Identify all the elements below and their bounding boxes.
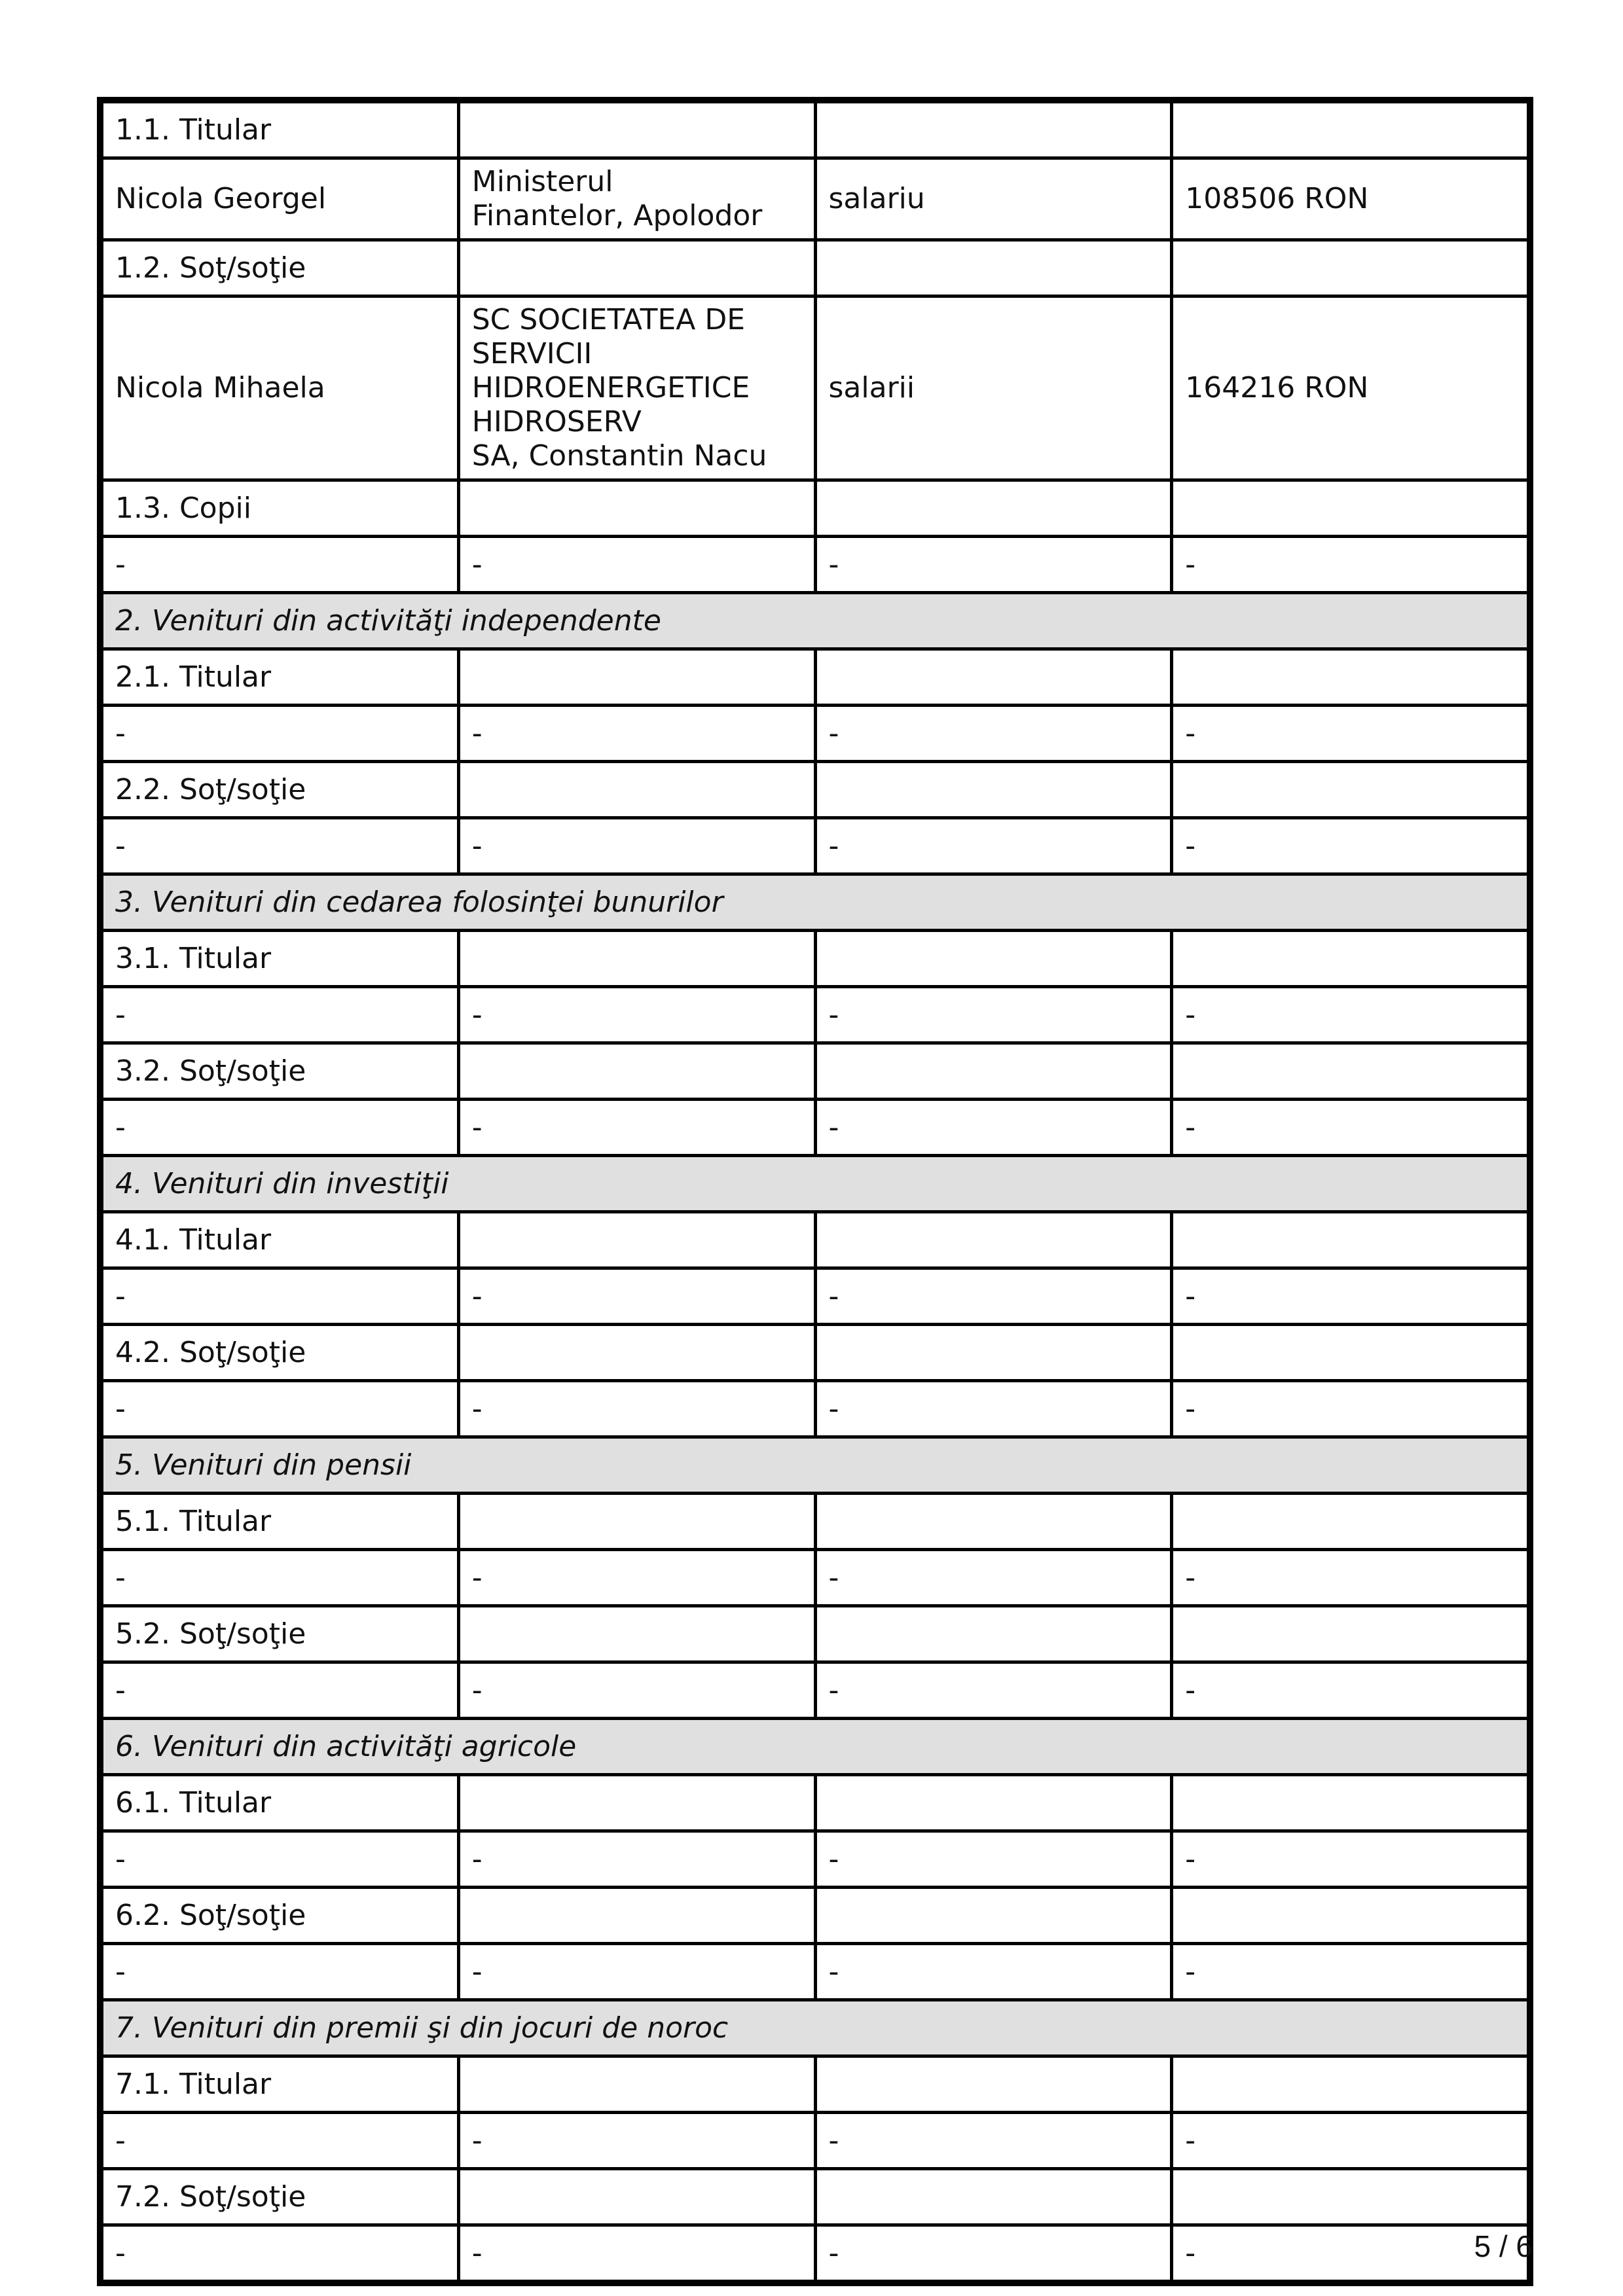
- table-cell: -: [102, 1381, 459, 1437]
- table-cell: [458, 931, 815, 987]
- table-cell: -: [458, 706, 815, 762]
- table-cell: [1172, 1325, 1529, 1381]
- table-cell: -: [815, 1944, 1172, 2000]
- table-cell: [815, 649, 1172, 706]
- table-cell: -: [102, 1944, 459, 2000]
- table-cell: -: [102, 537, 459, 593]
- table-cell: -: [815, 1662, 1172, 1719]
- table-cell: -: [815, 987, 1172, 1043]
- table-row: [102, 1212, 1529, 1268]
- table-row: [102, 1606, 1529, 1662]
- table-cell: -: [815, 2113, 1172, 2169]
- table-cell: -: [1172, 706, 1529, 762]
- table-cell: 108506 RON: [1172, 158, 1529, 240]
- table-row: [102, 296, 1529, 480]
- table-cell: salariu: [815, 158, 1172, 240]
- table-cell: 3.1. Titular: [102, 931, 459, 987]
- table-cell: [458, 1606, 815, 1662]
- table-cell: [1172, 2169, 1529, 2225]
- table-cell: [815, 2169, 1172, 2225]
- table-cell: -: [458, 818, 815, 874]
- table-row: [102, 649, 1529, 706]
- table-cell: [458, 1212, 815, 1268]
- table-cell: salarii: [815, 296, 1172, 480]
- table-cell: -: [102, 2113, 459, 2169]
- table-cell: [458, 762, 815, 818]
- table-cell: 5.2. Soţ/soţie: [102, 1606, 459, 1662]
- table-cell: -: [102, 1268, 459, 1325]
- section-header-row: [102, 593, 1529, 649]
- table-cell: -: [1172, 1944, 1529, 2000]
- table-cell: [1172, 1606, 1529, 1662]
- table-cell: -: [1172, 1662, 1529, 1719]
- section-header-row: [102, 1719, 1529, 1775]
- table-cell: -: [458, 1550, 815, 1606]
- table-cell: [1172, 240, 1529, 296]
- table-cell: -: [815, 1268, 1172, 1325]
- table-cell: [458, 1043, 815, 1100]
- table-cell: -: [1172, 2113, 1529, 2169]
- table-row: [102, 1888, 1529, 1944]
- table-cell: 2.1. Titular: [102, 649, 459, 706]
- table-cell: [1172, 1888, 1529, 1944]
- section-title: 3. Venituri din cedarea folosinţei bunurilor: [102, 874, 1529, 931]
- table-row: [102, 1831, 1529, 1888]
- table-cell: -: [102, 987, 459, 1043]
- table-cell: -: [102, 2225, 459, 2282]
- table-row: [102, 240, 1529, 296]
- table-row: [102, 2113, 1529, 2169]
- table-cell: [458, 1775, 815, 1831]
- table-cell: -: [458, 1831, 815, 1888]
- table-cell: 3.2. Soţ/soţie: [102, 1043, 459, 1100]
- table-cell: -: [458, 537, 815, 593]
- table-cell: -: [102, 818, 459, 874]
- table-row: [102, 1550, 1529, 1606]
- table-cell: -: [1172, 818, 1529, 874]
- table-row: [102, 1325, 1529, 1381]
- table-row: [102, 1944, 1529, 2000]
- table-cell: 4.1. Titular: [102, 1212, 459, 1268]
- table-row: [102, 2056, 1529, 2113]
- section-title: 5. Venituri din pensii: [102, 1437, 1529, 1494]
- table-cell: [1172, 1212, 1529, 1268]
- section-title: 7. Venituri din premii şi din jocuri de noroc: [102, 2000, 1529, 2056]
- table-row: [102, 537, 1529, 593]
- table-cell: -: [458, 1381, 815, 1437]
- table-cell: 6.1. Titular: [102, 1775, 459, 1831]
- table-cell: [1172, 762, 1529, 818]
- table-cell: -: [458, 1268, 815, 1325]
- table-row: [102, 931, 1529, 987]
- table-cell: -: [458, 1944, 815, 2000]
- table-cell: -: [815, 1550, 1172, 1606]
- table-row: [102, 1268, 1529, 1325]
- table-cell: 2.2. Soţ/soţie: [102, 762, 459, 818]
- table-cell: SC SOCIETATEA DE SERVICII HIDROENERGETICE HIDROSERV SA, Constantin Nacu: [458, 296, 815, 480]
- table-cell: -: [458, 1100, 815, 1156]
- table-cell: -: [458, 987, 815, 1043]
- table-cell: [815, 1043, 1172, 1100]
- section-title: 4. Venituri din investiţii: [102, 1156, 1529, 1212]
- table-row: [102, 480, 1529, 537]
- table-cell: [815, 480, 1172, 537]
- table-cell: -: [815, 818, 1172, 874]
- table-cell: [815, 1775, 1172, 1831]
- table-cell: 4.2. Soţ/soţie: [102, 1325, 459, 1381]
- table-cell: -: [815, 706, 1172, 762]
- table-cell: [815, 1606, 1172, 1662]
- table-cell: -: [1172, 987, 1529, 1043]
- table-cell: -: [1172, 1268, 1529, 1325]
- page-number: 5 / 6: [1474, 2229, 1533, 2263]
- table-cell: 1.1. Titular: [102, 102, 459, 158]
- table-cell: [815, 1888, 1172, 1944]
- table-cell: -: [102, 706, 459, 762]
- table-cell: -: [102, 1550, 459, 1606]
- table-cell: [815, 1212, 1172, 1268]
- table-cell: [458, 480, 815, 537]
- table-cell: -: [1172, 1100, 1529, 1156]
- section-header-row: [102, 874, 1529, 931]
- table-cell: -: [1172, 1381, 1529, 1437]
- table-cell: -: [815, 537, 1172, 593]
- table-row: [102, 158, 1529, 240]
- table-cell: [1172, 1043, 1529, 1100]
- table-cell: [815, 931, 1172, 987]
- table-cell: -: [458, 1662, 815, 1719]
- table-row: [102, 1100, 1529, 1156]
- table-cell: -: [815, 2225, 1172, 2282]
- table-cell: [1172, 480, 1529, 537]
- table-row: [102, 1775, 1529, 1831]
- table-row: [102, 102, 1529, 158]
- table-row: [102, 1381, 1529, 1437]
- table-cell: -: [458, 2225, 815, 2282]
- table-cell: -: [458, 2113, 815, 2169]
- table-cell: -: [815, 1831, 1172, 1888]
- table-cell: -: [1172, 1550, 1529, 1606]
- table-cell: [815, 1325, 1172, 1381]
- section-title: 6. Venituri din activităţi agricole: [102, 1719, 1529, 1775]
- table-cell: [458, 102, 815, 158]
- table-cell: 7.1. Titular: [102, 2056, 459, 2113]
- table-cell: 1.2. Soţ/soţie: [102, 240, 459, 296]
- table-cell: [815, 1494, 1172, 1550]
- table-cell: [458, 2169, 815, 2225]
- table-cell: [458, 1494, 815, 1550]
- table-row: [102, 2169, 1529, 2225]
- table-cell: [1172, 2056, 1529, 2113]
- table-cell: 7.2. Soţ/soţie: [102, 2169, 459, 2225]
- table-cell: 5.1. Titular: [102, 1494, 459, 1550]
- table-cell: [458, 1325, 815, 1381]
- table-row: [102, 1043, 1529, 1100]
- table-cell: [1172, 649, 1529, 706]
- table-row: [102, 818, 1529, 874]
- table-cell: -: [102, 1662, 459, 1719]
- table-cell: [458, 649, 815, 706]
- table-cell: [458, 1888, 815, 1944]
- table-cell: 1.3. Copii: [102, 480, 459, 537]
- section-header-row: [102, 1156, 1529, 1212]
- section-header-row: [102, 2000, 1529, 2056]
- table-cell: -: [1172, 2225, 1529, 2282]
- table-cell: -: [1172, 1831, 1529, 1888]
- income-declaration-table: [97, 97, 1533, 2286]
- table-cell: -: [815, 1100, 1172, 1156]
- table-cell: [815, 2056, 1172, 2113]
- table-cell: Ministerul Finantelor, Apolodor: [458, 158, 815, 240]
- table-cell: -: [102, 1100, 459, 1156]
- table-cell: [815, 240, 1172, 296]
- table-row: [102, 987, 1529, 1043]
- section-title: 2. Venituri din activităţi independente: [102, 593, 1529, 649]
- table-cell: [1172, 102, 1529, 158]
- table-cell: 164216 RON: [1172, 296, 1529, 480]
- table-cell: -: [102, 1831, 459, 1888]
- table-cell: Nicola Georgel: [102, 158, 459, 240]
- table-body: [102, 102, 1529, 2282]
- table-cell: 6.2. Soţ/soţie: [102, 1888, 459, 1944]
- table-cell: [458, 2056, 815, 2113]
- table-row: [102, 1662, 1529, 1719]
- table-cell: [458, 240, 815, 296]
- table-cell: [815, 102, 1172, 158]
- section-header-row: [102, 1437, 1529, 1494]
- table-row: [102, 762, 1529, 818]
- table-cell: [815, 762, 1172, 818]
- table-cell: -: [1172, 537, 1529, 593]
- table-cell: [1172, 1775, 1529, 1831]
- table-cell: [1172, 1494, 1529, 1550]
- table-cell: Nicola Mihaela: [102, 296, 459, 480]
- table-cell: -: [815, 1381, 1172, 1437]
- table-row: [102, 706, 1529, 762]
- table-row: [102, 1494, 1529, 1550]
- table-cell: [1172, 931, 1529, 987]
- table-row: [102, 2225, 1529, 2282]
